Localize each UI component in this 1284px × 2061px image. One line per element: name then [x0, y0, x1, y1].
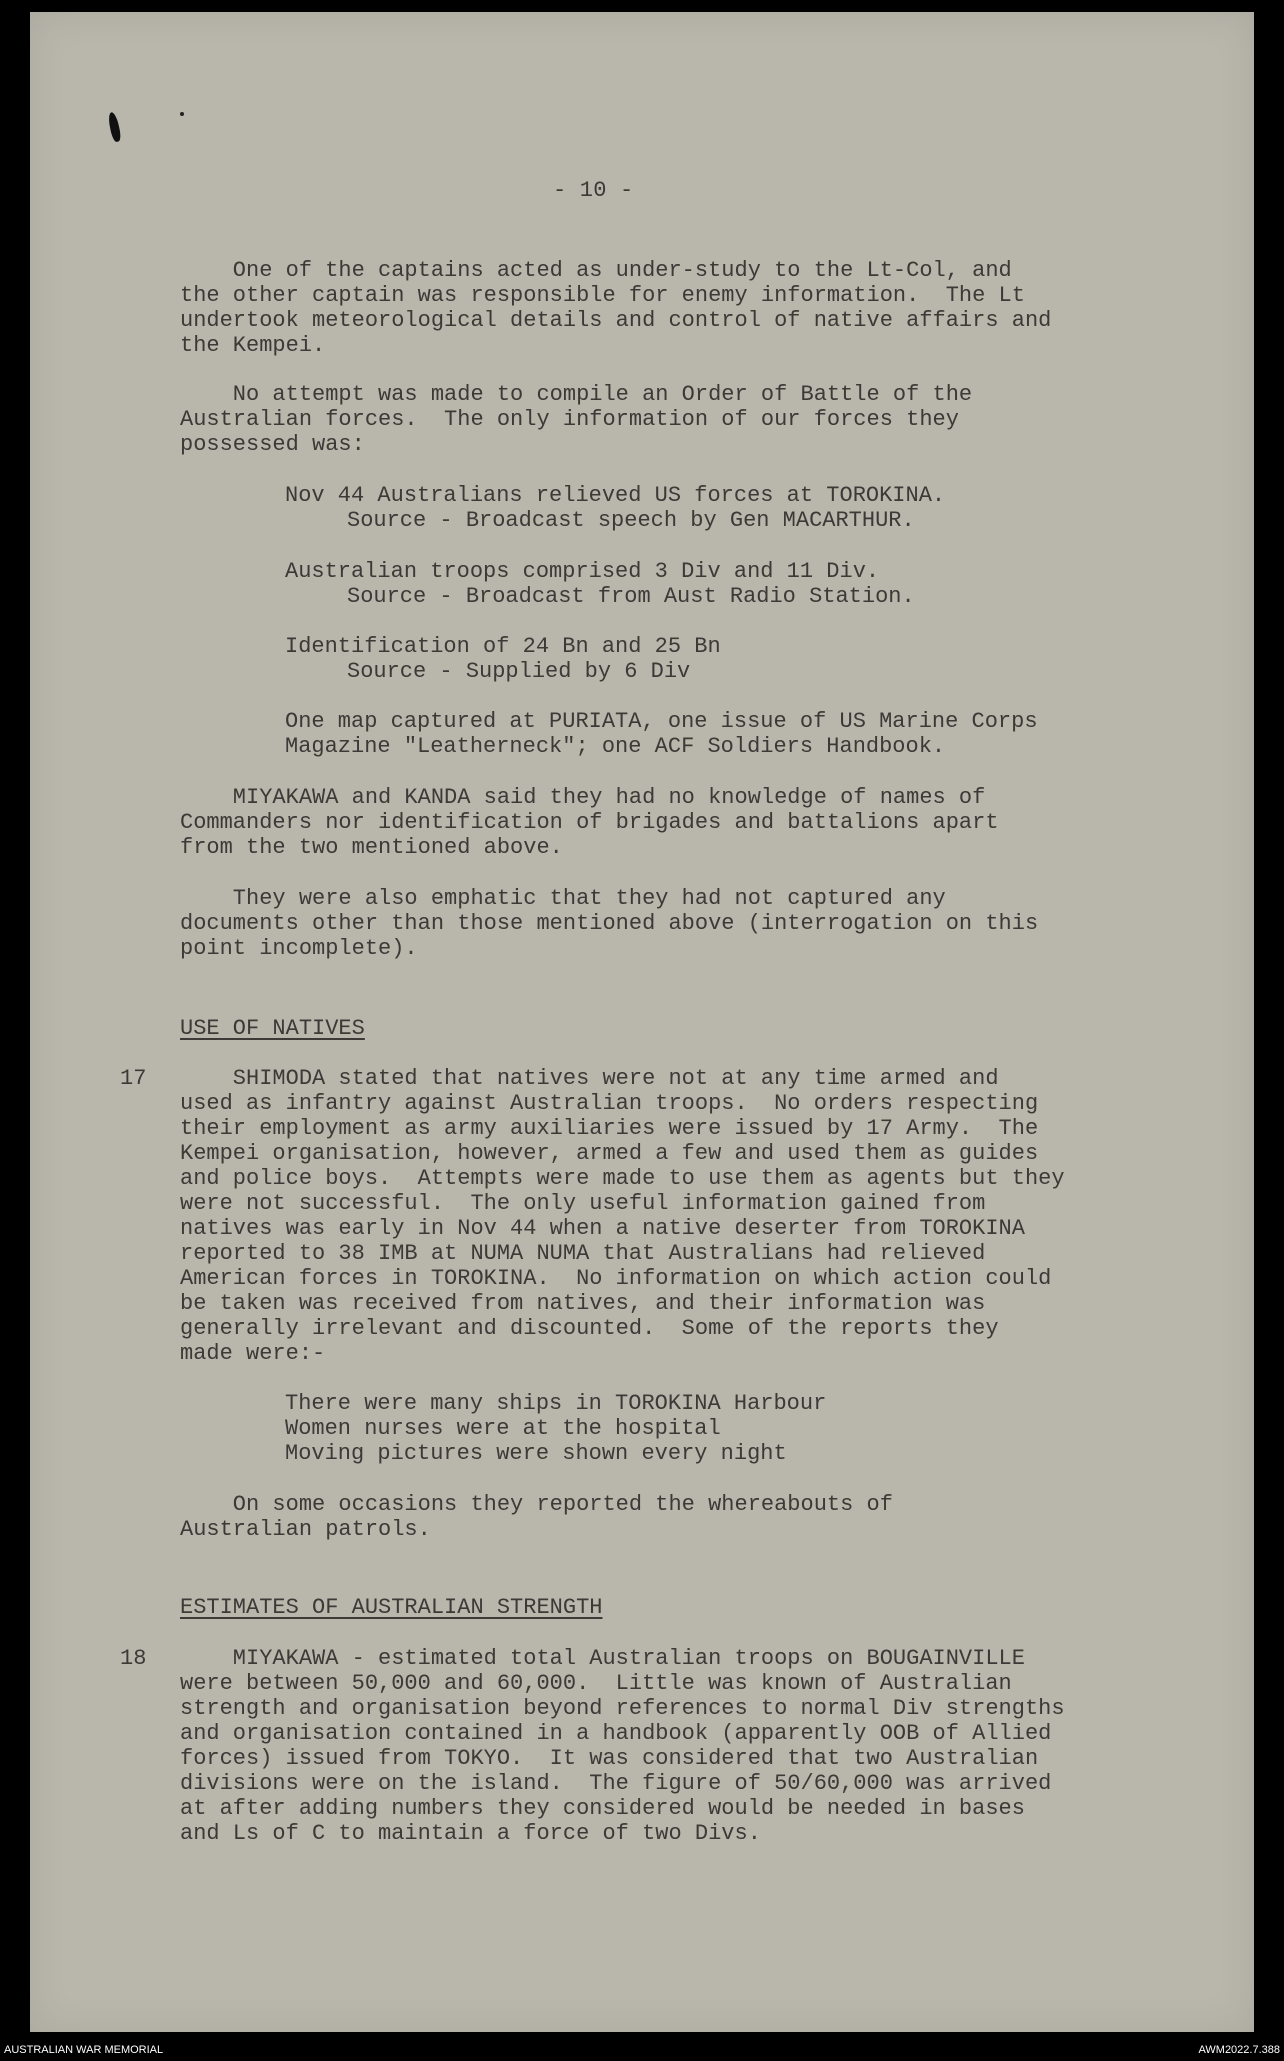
- paragraph-documents: [180, 886, 1180, 961]
- ink-blot: [107, 111, 122, 142]
- text-line: used as infantry against Australian troops. No orders respecting: [180, 1091, 1039, 1116]
- info-item-source: Source - Broadcast speech by Gen MACARTHUR.: [347, 508, 915, 533]
- text-line: MIYAKAWA and KANDA said they had no knowledge of names of: [180, 785, 986, 810]
- text-line: Commanders nor identification of brigades and battalions apart: [180, 810, 999, 835]
- info-item-text: Australian troops comprised 3 Div and 11 Div.: [285, 559, 880, 584]
- text-line: documents other than those mentioned above (interrogation on this: [180, 911, 1039, 936]
- text-line: forces) issued from TOKYO. It was considered that two Australian: [180, 1746, 1039, 1771]
- info-item: [285, 483, 945, 533]
- text-line: and police boys. Attempts were made to use them as agents but they: [180, 1166, 1065, 1191]
- info-item: [285, 559, 915, 609]
- paragraph-staff-roles: [180, 258, 1180, 358]
- text-line: at after adding numbers they considered would be needed in bases: [180, 1796, 1025, 1821]
- text-line: On some occasions they reported the whereabouts of: [180, 1492, 893, 1517]
- paragraph-use-of-natives: [180, 1066, 1180, 1366]
- text-line: MIYAKAWA - estimated total Australian troops on BOUGAINVILLE: [180, 1646, 1025, 1671]
- ink-dot: [180, 112, 184, 116]
- text-line: the Kempei.: [180, 333, 326, 358]
- footer-reference: AWM2022.7.388: [1198, 2044, 1280, 2056]
- text-line: strength and organisation beyond references to normal Div strengths: [180, 1696, 1065, 1721]
- info-item-source: Source - Supplied by 6 Div: [347, 659, 691, 684]
- info-item-text: One map captured at PURIATA, one issue of US Marine Corps: [285, 709, 1038, 734]
- paragraph-number: 18: [120, 1646, 147, 1671]
- text-line: were between 50,000 and 60,000. Little was known of Australian: [180, 1671, 1012, 1696]
- text-line: point incomplete).: [180, 936, 418, 961]
- text-line: No attempt was made to compile an Order of Battle of the: [180, 382, 973, 407]
- list-item: Women nurses were at the hospital: [285, 1416, 721, 1441]
- text-line: divisions were on the island. The figure of 50/60,000 was arrived: [180, 1771, 1052, 1796]
- info-item-text: Identification of 24 Bn and 25 Bn: [285, 634, 721, 659]
- paragraph-commanders: [180, 785, 1180, 860]
- info-item: [285, 709, 1038, 759]
- list-item: There were many ships in TOROKINA Harbour: [285, 1391, 827, 1416]
- text-line: the other captain was responsible for enemy information. The Lt: [180, 283, 1025, 308]
- text-line: be taken was received from natives, and their information was: [180, 1291, 986, 1316]
- text-line: One of the captains acted as under-study to the Lt-Col, and: [180, 258, 1012, 283]
- paragraph-australian-strength: [180, 1646, 1180, 1846]
- list-item: Moving pictures were shown every night: [285, 1441, 787, 1466]
- text-line: undertook meteorological details and control of native affairs and: [180, 308, 1052, 333]
- paragraph-number: 17: [120, 1066, 147, 1091]
- text-line: They were also emphatic that they had not captured any: [180, 886, 946, 911]
- paragraph-patrols: [180, 1492, 1180, 1542]
- text-line: Australian patrols.: [180, 1517, 431, 1542]
- paragraph-order-of-battle: [180, 382, 1180, 457]
- text-line: natives was early in Nov 44 when a native deserter from TOROKINA: [180, 1216, 1025, 1241]
- text-line: their employment as army auxiliaries were issued by 17 Army. The: [180, 1116, 1039, 1141]
- text-line: and Ls of C to maintain a force of two Divs.: [180, 1821, 761, 1846]
- info-item-text: Magazine "Leatherneck"; one ACF Soldiers Handbook.: [285, 734, 946, 759]
- text-line: from the two mentioned above.: [180, 835, 563, 860]
- native-reports-list: [285, 1391, 826, 1466]
- info-item-text: Nov 44 Australians relieved US forces at TOROKINA.: [285, 483, 946, 508]
- info-item-source: Source - Broadcast from Aust Radio Station.: [347, 584, 915, 609]
- text-line: Australian forces. The only information of our forces they: [180, 407, 959, 432]
- text-line: reported to 38 IMB at NUMA NUMA that Australians had relieved: [180, 1241, 986, 1266]
- info-item: [285, 634, 721, 684]
- text-line: generally irrelevant and discounted. Some of the reports they: [180, 1316, 999, 1341]
- page-number: - 10 -: [553, 178, 634, 203]
- text-line: made were:-: [180, 1341, 326, 1366]
- text-line: SHIMODA stated that natives were not at any time armed and: [180, 1066, 999, 1091]
- text-line: possessed was:: [180, 432, 365, 457]
- text-line: Kempei organisation, however, armed a few and used them as guides: [180, 1141, 1039, 1166]
- footer-source: AUSTRALIAN WAR MEMORIAL: [4, 2044, 164, 2056]
- text-line: American forces in TOROKINA. No information on which action could: [180, 1266, 1052, 1291]
- text-line: and organisation contained in a handbook (apparently OOB of Allied: [180, 1721, 1052, 1746]
- section-heading-strength: ESTIMATES OF AUSTRALIAN STRENGTH: [180, 1595, 603, 1620]
- text-line: were not successful. The only useful information gained from: [180, 1191, 986, 1216]
- section-heading-natives: USE OF NATIVES: [180, 1016, 365, 1041]
